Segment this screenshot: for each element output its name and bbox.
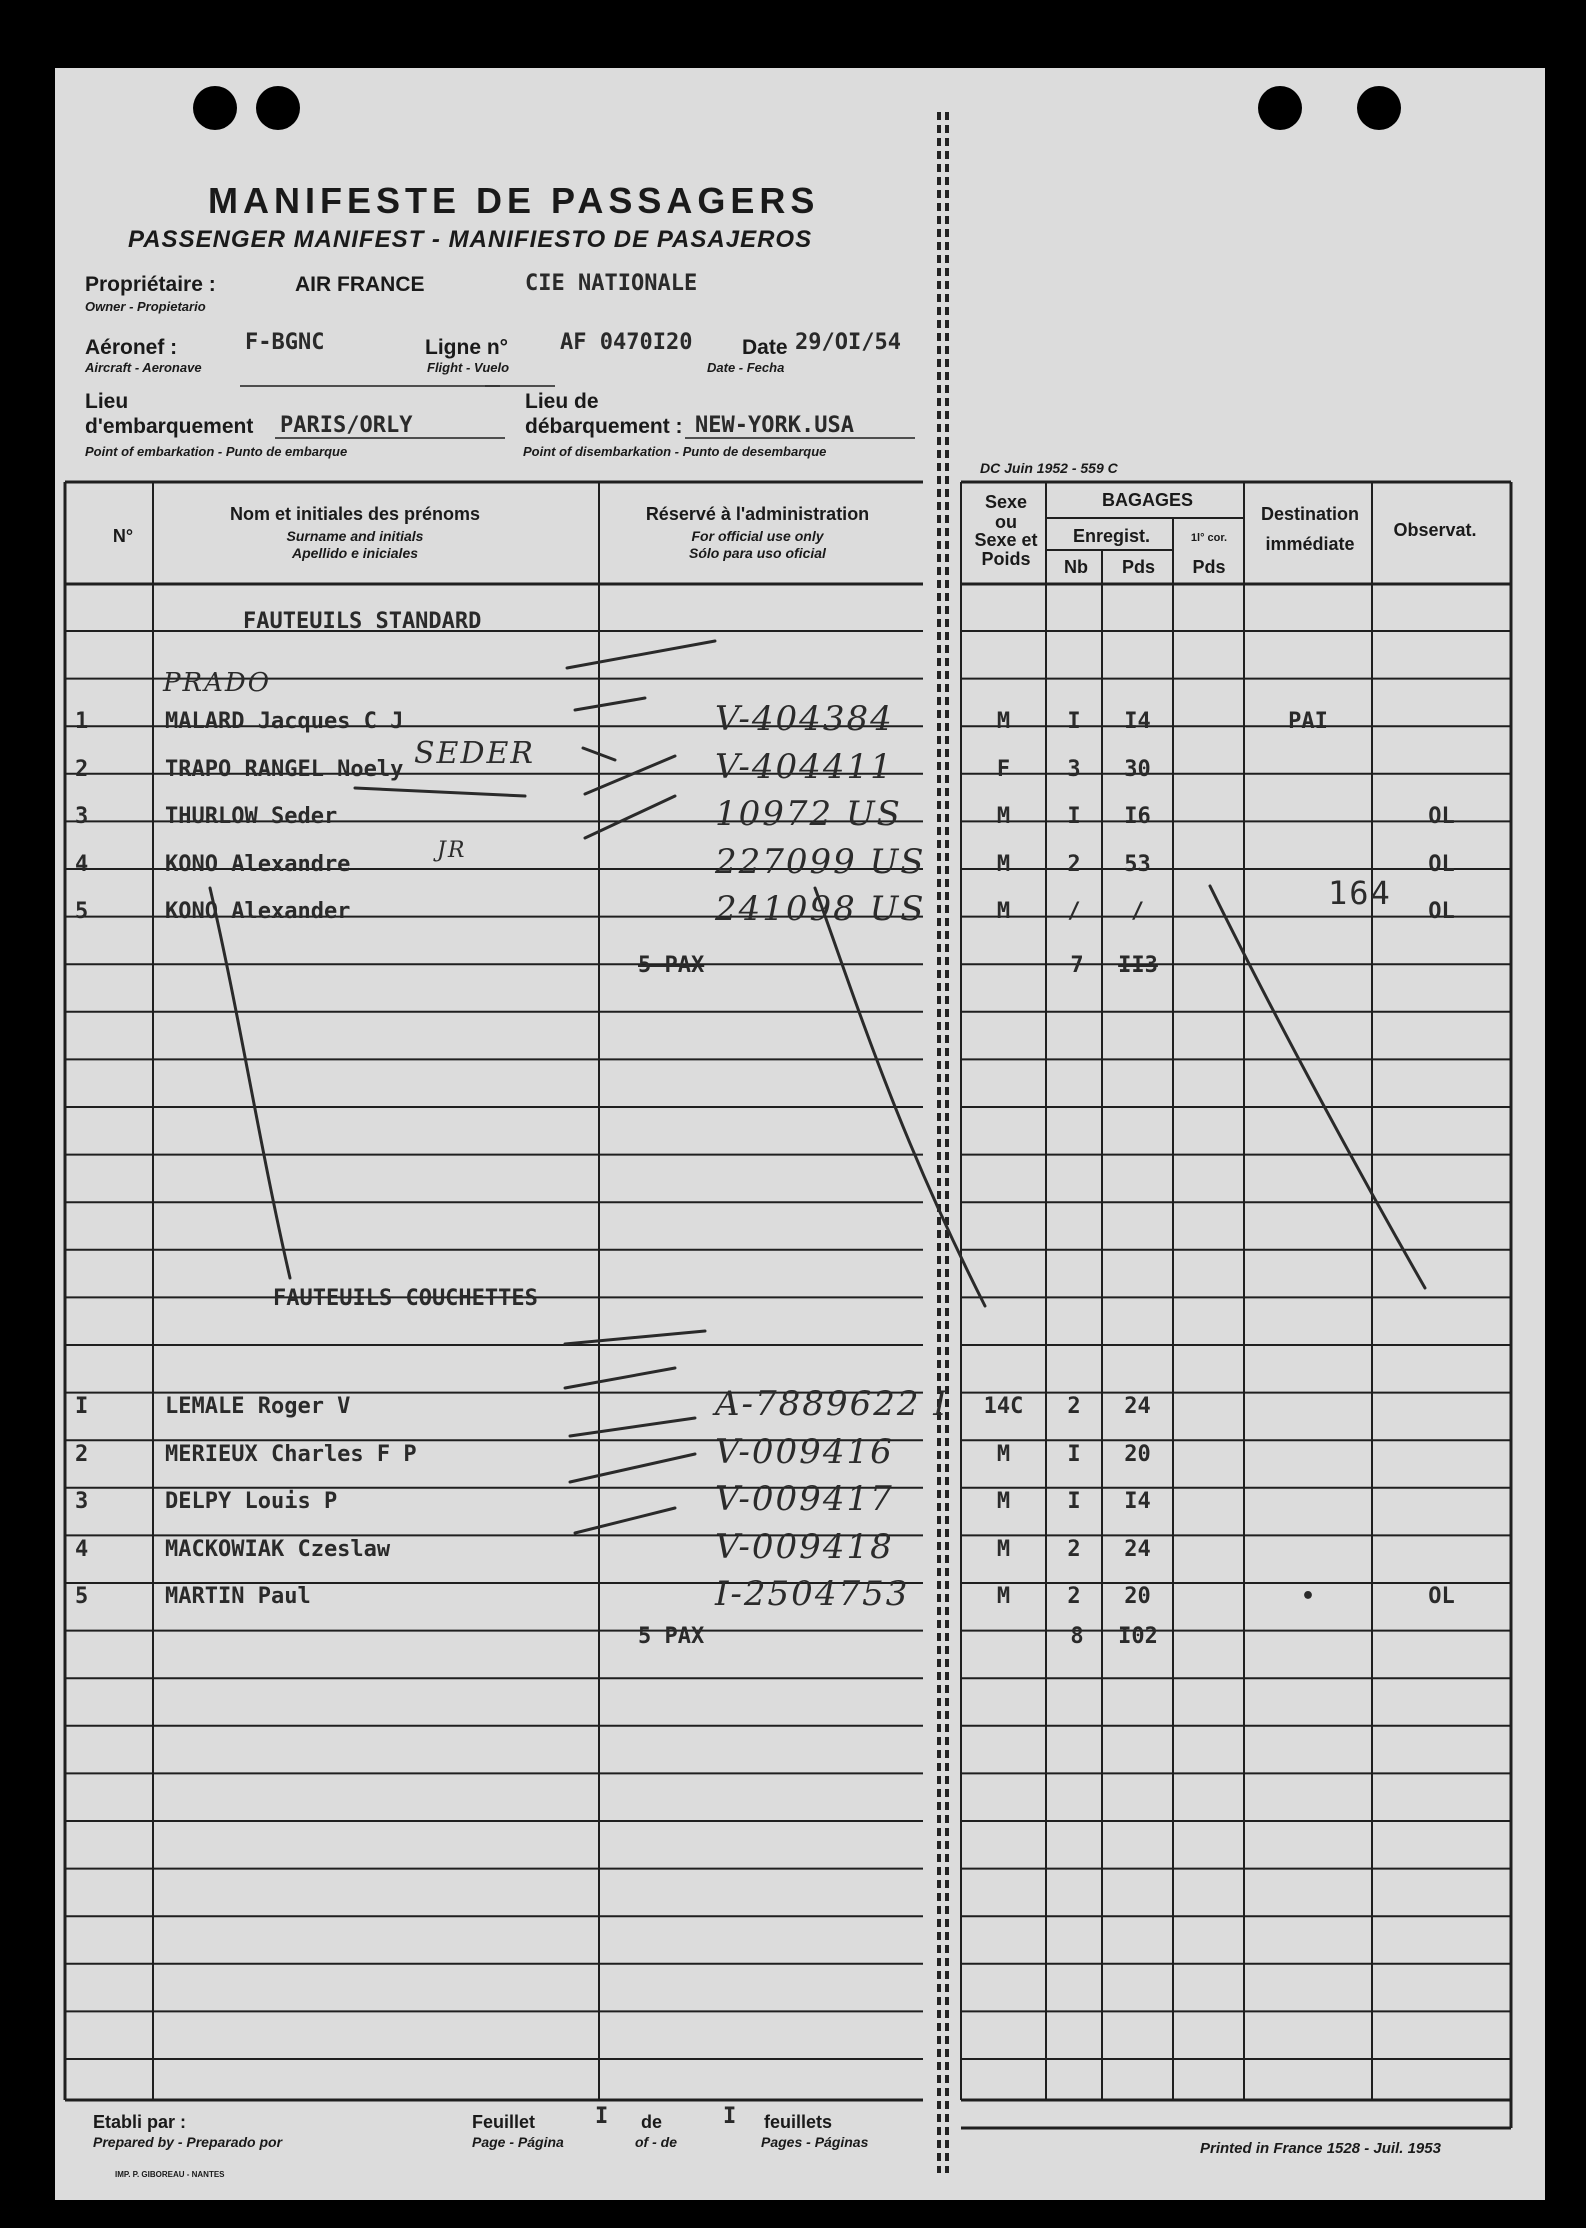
row-number: 2 bbox=[75, 1442, 89, 1467]
col-sex-header-1: Sexe bbox=[984, 492, 1028, 512]
pen-stroke-line bbox=[565, 1331, 705, 1344]
date-label: Date bbox=[742, 336, 788, 359]
page-title: MANIFESTE DE PASSAGERS bbox=[208, 180, 820, 221]
admin-reference: V-009418 bbox=[715, 1527, 894, 1567]
annotation-prado: PRADO bbox=[163, 668, 272, 698]
pen-stroke-line bbox=[565, 1368, 675, 1388]
owner-label: Propriétaire : bbox=[85, 273, 216, 296]
flight-label: Ligne n° bbox=[425, 336, 509, 359]
pen-stroke-line bbox=[1210, 886, 1425, 1288]
sex-cell: 14C bbox=[983, 1394, 1024, 1419]
section-standard-total-pax: 5 PAX bbox=[638, 953, 705, 978]
passenger-name: MARTIN Paul bbox=[165, 1584, 311, 1609]
printer-imprint: IMP. P. GIBOREAU - NANTES bbox=[115, 2170, 225, 2179]
sheets-sub: Pages - Páginas bbox=[761, 2134, 869, 2150]
sex-cell: M bbox=[996, 1537, 1011, 1562]
baggage-weight: I6 bbox=[1124, 804, 1151, 829]
flight-sub: Flight - Vuelo bbox=[427, 360, 510, 375]
baggage-count: I bbox=[1067, 709, 1081, 734]
passenger-name: KONO Alexander bbox=[165, 899, 351, 924]
sex-cell: F bbox=[996, 757, 1011, 782]
row-number: I bbox=[75, 1394, 89, 1419]
admin-reference: 227099 US bbox=[715, 842, 926, 882]
col-baggage-header: BAGAGES bbox=[1101, 490, 1193, 510]
col-admin-sub1: For official use only bbox=[691, 528, 824, 544]
row-number: 5 bbox=[75, 899, 89, 924]
baggage-count: 2 bbox=[1067, 1584, 1081, 1609]
disembark-label: Lieu de bbox=[525, 390, 599, 413]
pen-stroke-line bbox=[575, 698, 645, 710]
row-number: 4 bbox=[75, 852, 89, 877]
admin-reference: A-7889622 I bbox=[715, 1384, 949, 1424]
baggage-count: 3 bbox=[1067, 757, 1081, 782]
section-couchettes-total-nb: 8 bbox=[1070, 1624, 1084, 1649]
manifest-sheet bbox=[55, 68, 1545, 2200]
row-number: 4 bbox=[75, 1537, 89, 1562]
passenger-name: MALARD Jacques C J bbox=[165, 709, 404, 734]
row-number: 5 bbox=[75, 1584, 89, 1609]
passenger-name: DELPY Louis P bbox=[165, 1489, 338, 1514]
aircraft-label: Aéronef : bbox=[85, 336, 178, 359]
annotation-jr: JR bbox=[437, 838, 467, 863]
row-number: 3 bbox=[75, 1489, 89, 1514]
observation: OL bbox=[1428, 899, 1455, 924]
section-standard-heading: FAUTEUILS STANDARD bbox=[243, 609, 482, 634]
pen-stroke-line bbox=[210, 888, 290, 1278]
row-number: 3 bbox=[75, 804, 89, 829]
col-sex-header-3: Sexe et bbox=[974, 530, 1038, 550]
baggage-weight: I4 bbox=[1124, 709, 1151, 734]
sex-cell: M bbox=[996, 1584, 1011, 1609]
sex-cell: M bbox=[996, 804, 1011, 829]
destination: PAI bbox=[1288, 709, 1328, 734]
baggage-weight: 20 bbox=[1124, 1584, 1151, 1609]
admin-reference: 241098 US bbox=[715, 889, 926, 929]
of-label: de bbox=[641, 2112, 663, 2132]
section-standard-total-nb: 7 bbox=[1070, 953, 1084, 978]
embark-sub: Point of embarkation - Punto de embarque bbox=[85, 444, 348, 459]
passenger-name: MERIEUX Charles F P bbox=[165, 1442, 417, 1467]
disembark-value: NEW-YORK.USA bbox=[695, 413, 854, 438]
admin-reference: V-404411 bbox=[715, 747, 894, 787]
baggage-count: / bbox=[1067, 899, 1081, 924]
disembark-label-2: débarquement : bbox=[525, 415, 683, 438]
section-couchettes-total-pax: 5 PAX bbox=[638, 1624, 705, 1649]
embark-value: PARIS/ORLY bbox=[280, 413, 413, 438]
row-number: 2 bbox=[75, 757, 89, 782]
col-name-header: Nom et initiales des prénoms bbox=[229, 504, 481, 524]
col-nb-header: Nb bbox=[1064, 557, 1088, 577]
col-dest-header: Destination bbox=[1260, 504, 1359, 524]
admin-reference: I-2504753 bbox=[715, 1574, 910, 1614]
baggage-weight: 24 bbox=[1124, 1394, 1151, 1419]
sheet-sub: Page - Página bbox=[472, 2134, 564, 2150]
baggage-weight: / bbox=[1130, 899, 1145, 924]
pen-stroke-line bbox=[570, 1454, 695, 1482]
admin-reference: V-404384 bbox=[715, 699, 894, 739]
passenger-name: THURLOW Seder bbox=[165, 804, 338, 829]
date-sub: Date - Fecha bbox=[707, 360, 785, 375]
date-value: 29/OI/54 bbox=[795, 330, 901, 355]
printed-in-france: Printed in France 1528 - Juil. 1953 bbox=[1200, 2140, 1441, 2157]
col-admin-sub2: Sólo para uso oficial bbox=[689, 545, 826, 561]
col-name-sub2: Apellido e iniciales bbox=[291, 545, 419, 561]
col-hand-pds-header: Pds bbox=[1192, 557, 1226, 577]
baggage-count: I bbox=[1067, 1442, 1081, 1467]
owner-sub: Owner - Propietario bbox=[85, 299, 206, 314]
passenger-name: LEMALE Roger V bbox=[165, 1394, 351, 1419]
admin-reference: 10972 US bbox=[715, 794, 902, 834]
pen-stroke-line bbox=[355, 788, 525, 796]
sex-cell: M bbox=[996, 852, 1011, 877]
aircraft-value: F-BGNC bbox=[245, 330, 325, 355]
of-sub: of - de bbox=[635, 2134, 677, 2150]
section-standard-total-pds: II3 bbox=[1118, 953, 1158, 978]
page-subtitle: PASSENGER MANIFEST - MANIFIESTO DE PASAJEROS bbox=[128, 226, 813, 253]
col-dest-header-2: immédiate bbox=[1265, 534, 1355, 554]
section-couchettes-heading: FAUTEUILS COUCHETTES bbox=[273, 1286, 538, 1311]
manifest-grid bbox=[55, 68, 1545, 2200]
col-registered-header: Enregist. bbox=[1072, 526, 1151, 546]
baggage-count: I bbox=[1067, 804, 1081, 829]
observation: OL bbox=[1428, 852, 1455, 877]
prepared-sub: Prepared by - Preparado por bbox=[93, 2134, 283, 2150]
pen-stroke-line bbox=[575, 1508, 675, 1533]
col-pds-header: Pds bbox=[1121, 557, 1155, 577]
baggage-weight: 30 bbox=[1124, 757, 1151, 782]
destination: • bbox=[1301, 1584, 1315, 1609]
col-admin-header: Réservé à l'administration bbox=[645, 504, 870, 524]
col-name-sub1: Surname and initials bbox=[286, 528, 424, 544]
baggage-weight: 24 bbox=[1124, 1537, 1151, 1562]
embark-label: Lieu bbox=[85, 390, 129, 413]
annotation-seder: SEDER bbox=[414, 736, 535, 771]
col-hand-header: 1l° cor. bbox=[1190, 532, 1228, 544]
prepared-label: Etabli par : bbox=[93, 2112, 187, 2132]
sex-cell: M bbox=[996, 1442, 1011, 1467]
passenger-name: MACKOWIAK Czeslaw bbox=[165, 1537, 391, 1562]
col-obs-header: Observat. bbox=[1393, 520, 1477, 540]
sheet-number: I bbox=[595, 2104, 609, 2129]
baggage-count: 2 bbox=[1067, 1394, 1081, 1419]
sheet-total: I bbox=[723, 2104, 737, 2129]
pen-stroke-line bbox=[570, 1418, 695, 1436]
sex-cell: M bbox=[996, 899, 1011, 924]
admin-reference: V-009416 bbox=[715, 1432, 894, 1472]
owner-value: AIR FRANCE bbox=[295, 273, 425, 296]
baggage-count: 2 bbox=[1067, 852, 1081, 877]
col-sex-header-2: ou bbox=[995, 512, 1017, 532]
sheet-label: Feuillet bbox=[472, 2112, 536, 2132]
pen-stroke-line bbox=[567, 641, 715, 668]
owner-typed: CIE NATIONALE bbox=[525, 271, 698, 296]
embark-label-2: d'embarquement bbox=[85, 415, 254, 438]
baggage-weight: 20 bbox=[1124, 1442, 1151, 1467]
baggage-count: 2 bbox=[1067, 1537, 1081, 1562]
passenger-name: KONO Alexandre bbox=[165, 852, 351, 877]
row-number: 1 bbox=[75, 709, 89, 734]
col-no-header: N° bbox=[112, 526, 134, 546]
admin-reference: V-009417 bbox=[715, 1479, 894, 1519]
section-couchettes-total-pds: I02 bbox=[1118, 1624, 1158, 1649]
passenger-name: TRAPO RANGEL Noely bbox=[165, 757, 404, 782]
sex-cell: M bbox=[996, 709, 1011, 734]
form-reference: DC Juin 1952 - 559 C bbox=[980, 460, 1118, 476]
baggage-weight: I4 bbox=[1124, 1489, 1151, 1514]
sheets-label: feuillets bbox=[764, 2112, 833, 2132]
baggage-count: I bbox=[1067, 1489, 1081, 1514]
side-note-164: 164 bbox=[1328, 874, 1392, 912]
observation: OL bbox=[1428, 804, 1455, 829]
aircraft-sub: Aircraft - Aeronave bbox=[85, 360, 202, 375]
flight-value: AF 0470I20 bbox=[560, 330, 693, 355]
disembark-sub: Point of disembarkation - Punto de desembarque bbox=[523, 444, 827, 459]
col-sex-header-4: Poids bbox=[981, 549, 1031, 569]
observation: OL bbox=[1428, 1584, 1455, 1609]
sex-cell: M bbox=[996, 1489, 1011, 1514]
pen-stroke-line bbox=[815, 888, 985, 1306]
baggage-weight: 53 bbox=[1124, 852, 1151, 877]
